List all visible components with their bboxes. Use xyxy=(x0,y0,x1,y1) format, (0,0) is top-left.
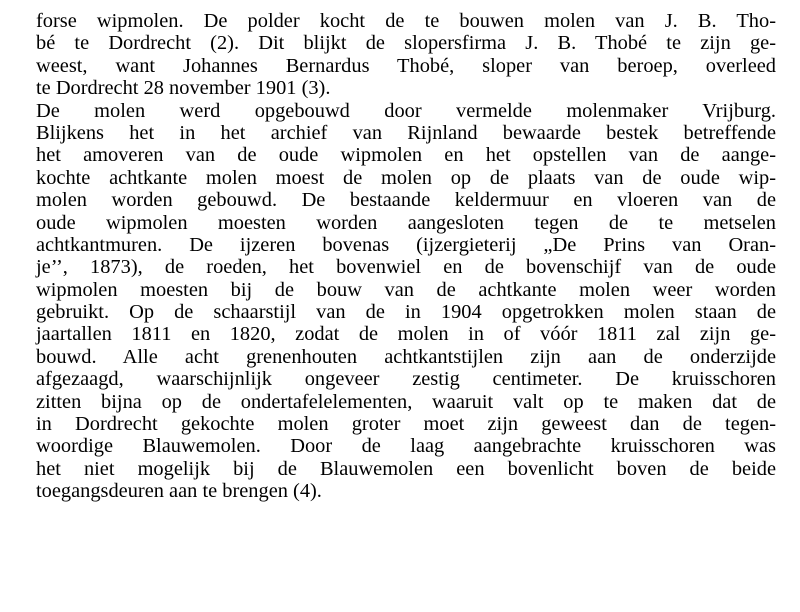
text-line: bouwd. Alle acht grenenhouten achtkantstijlen zijn aan de onderzijde xyxy=(36,345,776,368)
paragraph xyxy=(36,100,776,503)
text-line: zitten bijna op de ondertafelelementen, waaruit valt op te maken dat de xyxy=(36,390,776,413)
text-line: kochte achtkante molen moest de molen op de plaats van de oude wip- xyxy=(36,166,776,189)
text-line: het niet mogelijk bij de Blauwemolen een bovenlicht boven de beide xyxy=(36,457,776,480)
text-line: in Dordrecht gekochte molen groter moet zijn geweest dan de tegen- xyxy=(36,413,776,436)
text-line: Blijkens het in het archief van Rijnland bewaarde bestek betreffende xyxy=(36,121,776,144)
text-line: De molen werd opgebouwd door vermelde molenmaker Vrijburg. xyxy=(36,99,776,122)
text-line: toegangsdeuren aan te brengen (4). xyxy=(36,480,322,503)
text-line: gebruikt. Op de schaarstijl van de in 1904 opgetrokken molen staan de xyxy=(36,301,776,324)
paragraph xyxy=(36,10,776,100)
text-line: bé te Dordrecht (2). Dit blijkt de slopersfirma J. B. Thobé te zijn ge- xyxy=(36,32,776,55)
document-page xyxy=(36,10,776,503)
text-line: woordige Blauwemolen. Door de laag aangebrachte kruisschoren was xyxy=(36,435,776,458)
text-line: forse wipmolen. De polder kocht de te bouwen molen van J. B. Tho- xyxy=(36,10,776,32)
text-line: oude wipmolen moesten worden aangesloten tegen de te metselen xyxy=(36,211,776,234)
text-line: afgezaagd, waarschijnlijk ongeveer zestig centimeter. De kruisschoren xyxy=(36,368,776,391)
text-line: het amoveren van de oude wipmolen en het opstellen van de aange- xyxy=(36,144,776,167)
text-line: weest, want Johannes Bernardus Thobé, sloper van beroep, overleed xyxy=(36,54,776,77)
text-line: jaartallen 1811 en 1820, zodat de molen in of vóór 1811 zal zijn ge- xyxy=(36,323,776,346)
text-line: te Dordrecht 28 november 1901 (3). xyxy=(36,77,331,100)
text-line: je’’, 1873), de roeden, het bovenwiel en de bovenschijf van de oude xyxy=(36,256,776,279)
text-line: achtkantmuren. De ijzeren bovenas (ijzergieterij „De Prins van Oran- xyxy=(36,233,776,256)
text-line: wipmolen moesten bij de bouw van de achtkante molen weer worden xyxy=(36,278,776,301)
text-line: molen worden gebouwd. De bestaande keldermuur en vloeren van de xyxy=(36,189,776,212)
